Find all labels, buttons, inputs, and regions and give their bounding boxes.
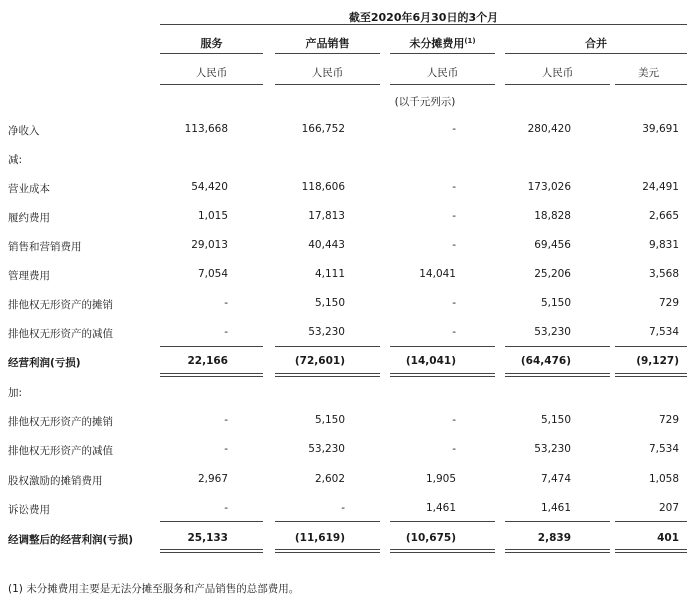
total-double-rule [390,549,495,550]
table-cell: - [452,443,456,455]
subtotal-rule [390,521,495,522]
unit-label: 人民币 [195,67,228,79]
table-cell: - [341,502,345,514]
table-cell: 118,606 [301,181,345,193]
table-cell: - [224,326,228,338]
subtotal-rule [390,346,495,347]
table-cell: 7,474 [540,473,571,485]
unit-underline [160,84,263,85]
table-cell: - [224,502,228,514]
row-label: 经营利润(亏损) [8,357,81,369]
subtotal-rule [160,521,263,522]
table-cell: - [452,239,456,251]
table-cell: 25,133 [187,532,228,544]
table-cell: - [452,210,456,222]
total-double-rule [615,552,687,553]
table-cell: - [452,297,456,309]
table-cell: 69,456 [534,239,571,251]
table-cell: (64,476) [520,355,571,367]
table-cell: 7,054 [197,268,228,280]
table-cell: 5,150 [540,297,571,309]
table-cell: 5,150 [314,414,345,426]
total-double-rule [275,376,380,377]
table-cell: 1,058 [648,473,679,485]
total-double-rule [615,373,687,374]
row-label: 排他权无形资产的摊销 [8,416,113,428]
unit-underline [615,84,687,85]
row-label: 诉讼费用 [8,504,50,516]
table-cell: 53,230 [534,326,571,338]
table-cell: 166,752 [301,123,345,135]
total-double-rule [160,552,263,553]
table-cell: (11,619) [294,532,345,544]
table-cell: 29,013 [191,239,228,251]
row-label: 净收入 [8,125,40,137]
table-cell: 729 [658,414,679,426]
total-double-rule [275,373,380,374]
subtotal-rule [505,346,610,347]
row-label: 股权激励的摊销费用 [8,475,103,487]
row-label: 排他权无形资产的摊销 [8,299,113,311]
row-label: 排他权无形资产的减值 [8,328,113,340]
table-cell: 2,967 [197,473,228,485]
table-cell: 401 [657,532,679,544]
table-cell: 24,491 [642,181,679,193]
col-header-product-sales: 产品销售 [305,37,350,50]
total-double-rule [505,552,610,553]
table-cell: - [452,181,456,193]
row-label: 加: [8,387,23,399]
total-double-rule [615,549,687,550]
table-cell: 40,443 [308,239,345,251]
table-cell: 7,534 [648,443,679,455]
row-label: 管理费用 [8,270,50,282]
unit-underline [275,84,380,85]
table-cell: 7,534 [648,326,679,338]
total-double-rule [615,376,687,377]
table-cell: 25,206 [534,268,571,280]
row-label: 减: [8,154,23,166]
table-cell: 5,150 [314,297,345,309]
in-thousands-note: (以千元列示) [394,96,456,108]
table-cell: - [452,123,456,135]
table-cell: 18,828 [534,210,571,222]
table-cell: 1,461 [540,502,571,514]
table-cell: 1,015 [197,210,228,222]
row-label: 营业成本 [8,183,50,195]
table-cell: (72,601) [294,355,345,367]
table-cell: 113,668 [184,123,228,135]
period-underline [160,24,687,25]
row-label: 履约费用 [8,212,50,224]
table-cell: 280,420 [527,123,571,135]
table-cell: 207 [658,502,679,514]
col-underline [275,53,380,54]
col-header-services: 服务 [200,37,223,50]
table-cell: 5,150 [540,414,571,426]
total-double-rule [390,373,495,374]
table-cell: 1,905 [425,473,456,485]
table-cell: - [452,326,456,338]
table-cell: - [224,443,228,455]
unit-underline [505,84,610,85]
total-double-rule [160,376,263,377]
col-header-combined: 合并 [585,37,607,50]
total-double-rule [275,549,380,550]
row-label: 销售和营销费用 [8,241,82,253]
unit-label: 人民币 [426,67,459,79]
subtotal-rule [275,346,380,347]
table-cell: 22,166 [187,355,228,367]
table-cell: 3,568 [648,268,679,280]
period-header: 截至2020年6月30日的3个月 [348,11,499,24]
subtotal-rule [505,521,610,522]
table-cell: - [224,297,228,309]
total-double-rule [275,552,380,553]
unit-underline [390,84,495,85]
table-cell: 14,041 [419,268,456,280]
total-double-rule [390,552,495,553]
table-cell: (9,127) [636,355,679,367]
total-double-rule [160,549,263,550]
row-label: 排他权无形资产的减值 [8,445,113,457]
table-cell: 2,839 [537,532,571,544]
footnote: (1) 未分摊费用主要是无法分摊至服务和产品销售的总部费用。 [8,583,300,595]
total-double-rule [505,373,610,374]
table-cell: 2,602 [314,473,345,485]
subtotal-rule [615,521,687,522]
subtotal-rule [275,521,380,522]
col-underline [390,53,495,54]
col-underline [160,53,263,54]
col-header-unallocated [390,35,495,51]
table-cell: 2,665 [648,210,679,222]
subtotal-rule [615,346,687,347]
table-cell: 17,813 [308,210,345,222]
table-cell: 39,691 [642,123,679,135]
total-double-rule [160,373,263,374]
table-cell: 9,831 [648,239,679,251]
table-cell: 1,461 [425,502,456,514]
col-underline [505,53,687,54]
total-double-rule [505,549,610,550]
unit-label: 人民币 [541,67,574,79]
table-cell: 53,230 [308,326,345,338]
table-cell: 53,230 [534,443,571,455]
table-cell: 173,026 [527,181,571,193]
subtotal-rule [160,346,263,347]
unit-label: 人民币 [311,67,344,79]
table-cell: - [452,414,456,426]
total-double-rule [390,376,495,377]
total-double-rule [505,376,610,377]
table-cell: (14,041) [405,355,456,367]
unit-label-usd: 美元 [638,67,659,79]
table-cell: - [224,414,228,426]
table-cell: 53,230 [308,443,345,455]
row-label: 经调整后的经营利润(亏损) [8,534,134,546]
table-cell: (10,675) [405,532,456,544]
table-cell: 4,111 [314,268,345,280]
table-cell: 729 [658,297,679,309]
col-header-unallocated-label: 未分摊费用 [409,37,465,50]
table-cell: 54,420 [191,181,228,193]
footnote-marker: (1) [464,37,476,45]
